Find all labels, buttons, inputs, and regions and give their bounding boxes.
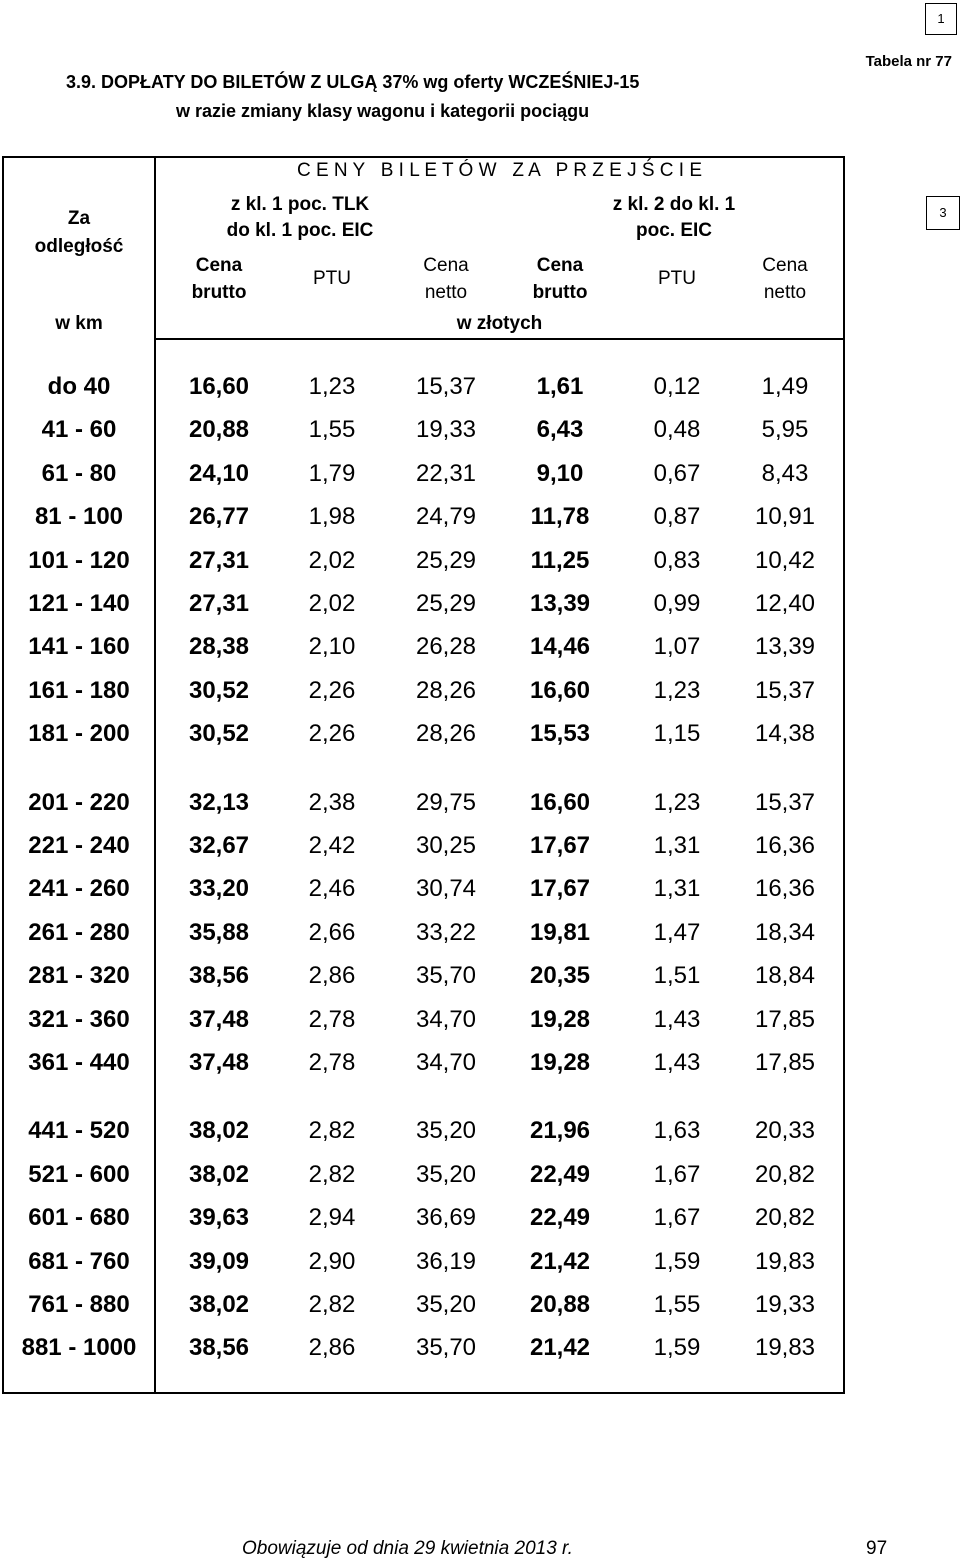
ptu-2-cell: 1,63 (653, 1117, 701, 1145)
netto-2-cell: 10,42 (754, 546, 816, 574)
table-row (4, 671, 843, 711)
header-group2-line2: poc. EIC (635, 220, 712, 241)
table-row (4, 826, 843, 866)
netto-1-cell: 36,19 (415, 1247, 477, 1275)
distance-cell: 141 - 160 (28, 633, 130, 661)
brutto-2-cell: 16,60 (529, 676, 591, 704)
ptu-1-cell: 2,26 (308, 676, 356, 704)
brutto-2-cell: 20,35 (529, 962, 591, 990)
netto-2-cell: 20,82 (754, 1204, 816, 1232)
ptu-1-cell: 2,46 (308, 875, 356, 903)
table-row (4, 1155, 843, 1195)
brutto-1-cell: 28,38 (188, 633, 250, 661)
ptu-2-cell: 1,43 (653, 1005, 701, 1033)
page-title: 3.9. DOPŁATY DO BILETÓW Z ULGĄ 37% wg oferty WCZEŚNIEJ-15 (66, 72, 640, 92)
netto-1-cell: 34,70 (415, 1049, 477, 1076)
brutto-2-cell: 11,78 (530, 503, 590, 531)
brutto-1-cell: 35,88 (188, 918, 250, 946)
ptu-2-cell: 1,07 (653, 633, 701, 661)
brutto-1-cell: 38,02 (188, 1291, 250, 1318)
header-group1-line2: do kl. 1 poc. EIC (226, 220, 374, 241)
netto-2-cell: 15,37 (754, 676, 816, 704)
table-row (4, 1000, 843, 1040)
page-box-side: 3 (926, 196, 960, 230)
table-row (4, 627, 843, 667)
netto-1-cell: 36,69 (415, 1204, 477, 1232)
netto-1-cell: 34,70 (415, 1005, 477, 1033)
table-row (4, 454, 843, 494)
distance-cell: 101 - 120 (28, 546, 130, 574)
brutto-2-cell: 11,25 (530, 546, 590, 574)
netto-2-cell: 20,33 (754, 1117, 816, 1145)
ptu-2-cell: 1,31 (653, 832, 701, 859)
ptu-1-cell: 2,86 (308, 1334, 356, 1362)
distance-cell: 881 - 1000 (21, 1334, 137, 1362)
page-subtitle: w razie zmiany klasy wagonu i kategorii pociągu (176, 101, 590, 121)
distance-cell: 361 - 440 (28, 1049, 130, 1076)
brutto-2-cell: 22,49 (529, 1160, 591, 1188)
ptu-2-cell: 1,59 (653, 1247, 701, 1275)
distance-cell: 41 - 60 (41, 416, 117, 444)
brutto-1-cell: 32,67 (188, 832, 250, 859)
distance-cell: 261 - 280 (28, 918, 130, 946)
brutto-1-cell: 16,60 (188, 373, 250, 400)
ptu-1-cell: 2,10 (308, 633, 356, 661)
netto-1-cell: 25,29 (415, 546, 477, 574)
ptu-1-cell: 1,23 (308, 373, 356, 400)
netto-2-cell: 12,40 (754, 590, 816, 617)
ptu-1-cell: 2,94 (308, 1204, 356, 1232)
ptu-1-cell: 2,82 (308, 1160, 356, 1188)
ptu-2-cell: 1,15 (653, 720, 701, 748)
brutto-1-cell: 20,88 (188, 416, 250, 444)
netto-1-cell: 26,28 (415, 633, 477, 661)
netto-1-cell: 15,37 (415, 373, 477, 400)
header-ptu-1: PTU (313, 268, 351, 289)
table-row (4, 1111, 843, 1151)
brutto-2-cell: 20,88 (529, 1291, 591, 1318)
header-netto-1: netto (424, 282, 468, 303)
table-row (4, 1043, 843, 1083)
netto-1-cell: 30,25 (415, 832, 477, 859)
ptu-1-cell: 2,42 (308, 832, 356, 859)
ptu-2-cell: 1,31 (653, 875, 701, 903)
table-row (4, 1198, 843, 1238)
netto-2-cell: 15,37 (754, 788, 816, 816)
brutto-2-cell: 14,46 (529, 633, 591, 661)
distance-cell: 281 - 320 (28, 962, 130, 990)
distance-cell: 221 - 240 (28, 832, 130, 859)
header-span-title: C E N Y B I L E T Ó W Z A P R Z E J Ś C I E (296, 160, 703, 181)
distance-cell: 601 - 680 (28, 1204, 130, 1232)
ptu-2-cell: 1,67 (653, 1204, 701, 1232)
brutto-1-cell: 24,10 (188, 459, 250, 487)
netto-2-cell: 19,83 (754, 1334, 816, 1362)
brutto-1-cell: 38,02 (188, 1160, 250, 1188)
ptu-1-cell: 2,86 (308, 962, 356, 990)
netto-1-cell: 28,26 (415, 720, 477, 748)
ptu-2-cell: 0,48 (653, 416, 701, 444)
header-cena-1: Cena (195, 255, 243, 276)
netto-1-cell: 25,29 (415, 590, 477, 617)
distance-cell: 121 - 140 (28, 590, 130, 617)
page-box-top: 1 (925, 3, 957, 35)
header-cena-2: Cena (423, 255, 469, 276)
footer-validity: Obowiązuje od dnia 29 kwietnia 2013 r. (242, 1538, 573, 1559)
brutto-2-cell: 1,61 (536, 373, 584, 400)
distance-cell: 241 - 260 (28, 875, 130, 903)
table-row (4, 367, 843, 407)
header-brutto-2: brutto (532, 282, 588, 303)
brutto-1-cell: 38,02 (188, 1117, 250, 1145)
table-row (4, 541, 843, 581)
brutto-2-cell: 17,67 (529, 875, 591, 903)
brutto-2-cell: 9,10 (536, 459, 584, 487)
netto-1-cell: 24,79 (415, 503, 477, 531)
header-divider (154, 338, 845, 340)
netto-1-cell: 35,20 (415, 1291, 477, 1318)
ptu-1-cell: 2,02 (308, 546, 356, 574)
distance-cell: 161 - 180 (28, 676, 130, 704)
brutto-2-cell: 15,53 (529, 720, 591, 748)
netto-2-cell: 16,36 (754, 875, 816, 903)
ptu-1-cell: 2,66 (308, 918, 356, 946)
brutto-2-cell: 19,28 (529, 1005, 591, 1033)
table-row (4, 714, 843, 754)
netto-2-cell: 16,36 (754, 832, 816, 859)
brutto-2-cell: 6,43 (536, 416, 584, 444)
distance-cell: 521 - 600 (28, 1160, 130, 1188)
ptu-2-cell: 0,12 (653, 373, 701, 400)
table-row (4, 956, 843, 996)
ptu-1-cell: 2,78 (308, 1005, 356, 1033)
ptu-1-cell: 2,82 (308, 1117, 356, 1145)
brutto-2-cell: 21,42 (529, 1334, 591, 1362)
netto-1-cell: 22,31 (415, 459, 477, 487)
fare-table (2, 156, 845, 1394)
brutto-1-cell: 39,09 (188, 1247, 250, 1275)
netto-2-cell: 17,85 (754, 1049, 816, 1076)
netto-2-cell: 18,84 (754, 962, 816, 990)
header-netto-2: netto (763, 282, 807, 303)
ptu-2-cell: 1,67 (653, 1160, 701, 1188)
brutto-1-cell: 38,56 (188, 1334, 250, 1362)
table-row (4, 1242, 843, 1282)
ptu-2-cell: 1,51 (653, 962, 701, 990)
table-row (4, 1285, 843, 1325)
header-group1-line1: z kl. 1 poc. TLK (230, 194, 370, 215)
distance-cell: do 40 (47, 373, 111, 400)
brutto-1-cell: 27,31 (188, 590, 250, 617)
ptu-1-cell: 2,82 (308, 1291, 356, 1318)
brutto-1-cell: 39,63 (188, 1204, 250, 1232)
netto-1-cell: 35,20 (415, 1160, 477, 1188)
brutto-2-cell: 19,28 (529, 1049, 591, 1076)
netto-2-cell: 18,34 (754, 918, 816, 946)
table-row (4, 497, 843, 537)
brutto-1-cell: 32,13 (188, 788, 250, 816)
netto-2-cell: 13,39 (754, 633, 816, 661)
ptu-2-cell: 0,87 (653, 503, 701, 531)
header-ptu-2: PTU (658, 268, 696, 289)
distance-cell: 81 - 100 (34, 503, 124, 531)
brutto-1-cell: 33,20 (188, 875, 250, 903)
brutto-1-cell: 30,52 (188, 676, 250, 704)
brutto-2-cell: 16,60 (529, 788, 591, 816)
netto-2-cell: 20,82 (754, 1160, 816, 1188)
distance-cell: 761 - 880 (28, 1291, 130, 1318)
ptu-2-cell: 1,43 (653, 1049, 701, 1076)
ptu-2-cell: 1,23 (653, 788, 701, 816)
brutto-1-cell: 37,48 (188, 1049, 250, 1076)
brutto-1-cell: 30,52 (188, 720, 250, 748)
header-distance-label-2: odległość (34, 236, 124, 257)
netto-1-cell: 35,20 (415, 1117, 477, 1145)
netto-1-cell: 28,26 (415, 676, 477, 704)
ptu-1-cell: 1,79 (308, 459, 356, 487)
header-cena-4: Cena (762, 255, 808, 276)
table-row (4, 913, 843, 953)
table-row (4, 584, 843, 624)
header-currency: w złotych (456, 313, 543, 334)
brutto-1-cell: 38,56 (188, 962, 250, 990)
table-row (4, 410, 843, 450)
brutto-2-cell: 21,42 (529, 1247, 591, 1275)
distance-cell: 441 - 520 (28, 1117, 130, 1145)
ptu-2-cell: 1,47 (653, 918, 701, 946)
netto-1-cell: 35,70 (415, 1334, 477, 1362)
distance-cell: 201 - 220 (28, 788, 130, 816)
ptu-2-cell: 0,99 (653, 590, 701, 617)
netto-2-cell: 5,95 (761, 416, 809, 444)
netto-1-cell: 29,75 (415, 788, 477, 816)
table-row (4, 783, 843, 823)
netto-1-cell: 35,70 (415, 962, 477, 990)
header-brutto-1: brutto (191, 282, 247, 303)
page-number: 97 (866, 1538, 888, 1559)
ptu-1-cell: 1,98 (308, 503, 356, 531)
netto-2-cell: 8,43 (761, 459, 809, 487)
table-row (4, 869, 843, 909)
ptu-1-cell: 2,78 (308, 1049, 356, 1076)
brutto-2-cell: 17,67 (529, 832, 591, 859)
distance-cell: 681 - 760 (28, 1247, 130, 1275)
brutto-2-cell: 19,81 (529, 918, 591, 946)
netto-2-cell: 19,83 (754, 1247, 816, 1275)
netto-1-cell: 30,74 (415, 875, 477, 903)
brutto-2-cell: 13,39 (529, 590, 591, 617)
ptu-1-cell: 1,55 (308, 416, 356, 444)
header-distance-label-1: Za (67, 208, 91, 229)
netto-2-cell: 19,33 (754, 1291, 816, 1318)
brutto-1-cell: 26,77 (188, 503, 250, 531)
brutto-2-cell: 22,49 (529, 1204, 591, 1232)
netto-2-cell: 10,91 (754, 503, 816, 531)
netto-1-cell: 33,22 (415, 918, 477, 946)
header-cena-3: Cena (536, 255, 584, 276)
table-number: Tabela nr 77 (865, 53, 952, 70)
netto-2-cell: 14,38 (754, 720, 816, 748)
ptu-1-cell: 2,90 (308, 1247, 356, 1275)
netto-2-cell: 17,85 (754, 1005, 816, 1033)
table-row (4, 1328, 843, 1368)
brutto-1-cell: 27,31 (188, 546, 250, 574)
ptu-2-cell: 0,83 (653, 546, 701, 574)
header-group2-line1: z kl. 2 do kl. 1 (612, 194, 736, 215)
netto-2-cell: 1,49 (761, 373, 809, 400)
header-distance-unit: w km (55, 313, 103, 334)
ptu-1-cell: 2,02 (308, 590, 356, 617)
brutto-1-cell: 37,48 (188, 1005, 250, 1033)
distance-cell: 181 - 200 (28, 720, 130, 748)
ptu-2-cell: 0,67 (653, 459, 701, 487)
ptu-1-cell: 2,38 (308, 788, 356, 816)
ptu-2-cell: 1,59 (653, 1334, 701, 1362)
brutto-2-cell: 21,96 (529, 1117, 591, 1145)
netto-1-cell: 19,33 (415, 416, 477, 444)
distance-cell: 321 - 360 (28, 1005, 130, 1033)
distance-cell: 61 - 80 (41, 459, 117, 487)
ptu-1-cell: 2,26 (308, 720, 356, 748)
ptu-2-cell: 1,55 (653, 1291, 701, 1318)
ptu-2-cell: 1,23 (653, 676, 701, 704)
